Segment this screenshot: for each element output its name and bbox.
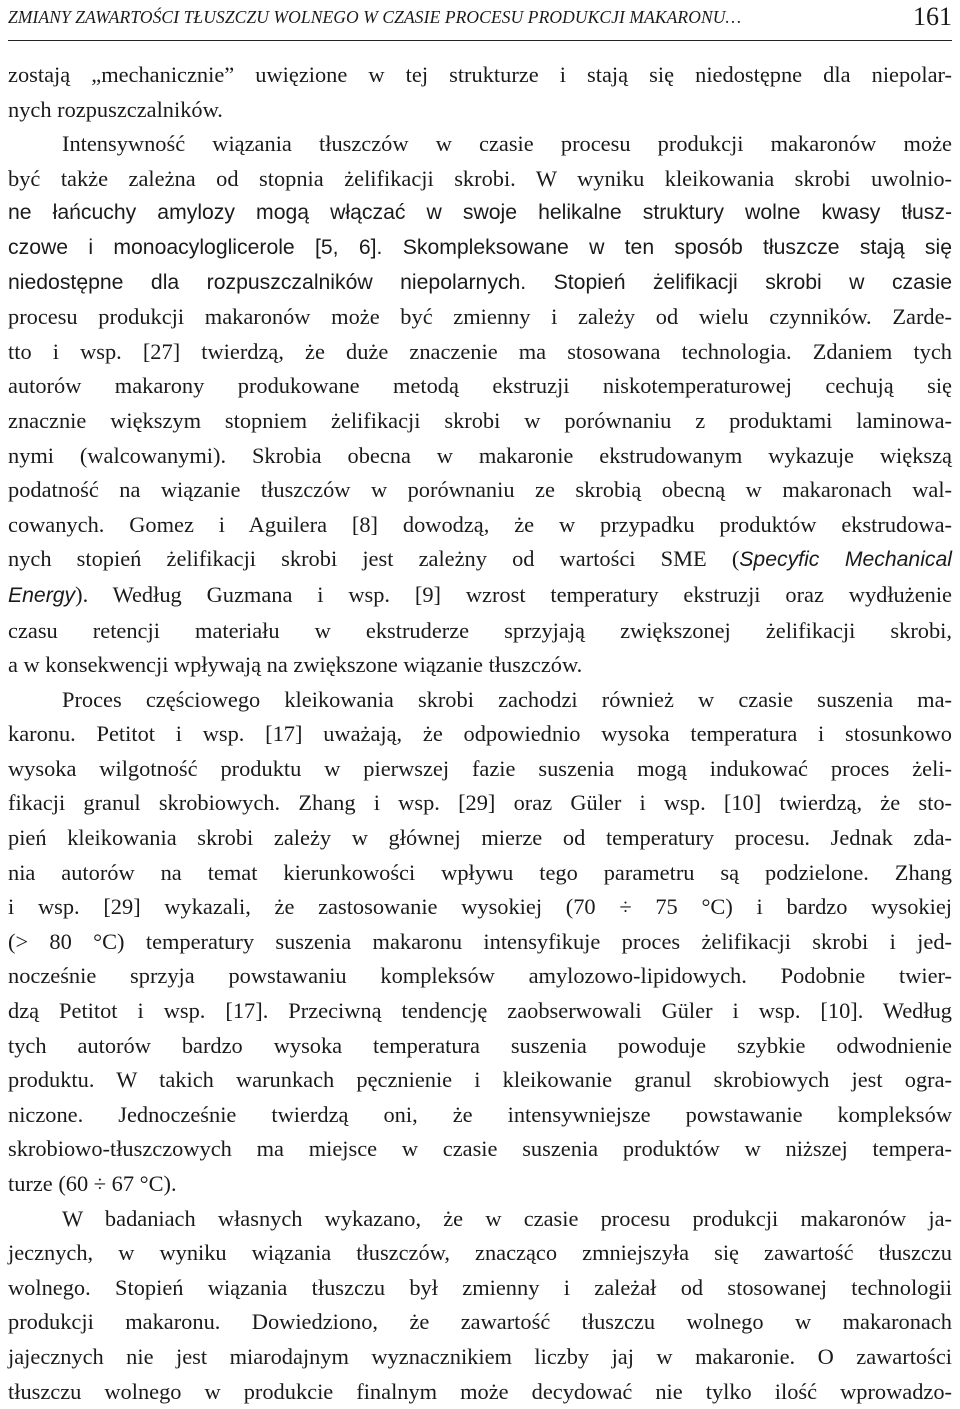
running-title: ZMIANY ZAWARTOŚCI TŁUSZCZU WOLNEGO W CZASIE PROCESU PRODUKCJI MAKARONU… [8,7,742,27]
text-line: wysoka wilgotność produktu w pierwszej fazie suszenia mogą indukować proces żeli- [8,755,952,781]
italic-term: Specyfic Mechanical [739,548,952,572]
body-text [8,58,952,1409]
text-line: czowe i monoacyloglicerole [5, 6]. Skompleksowane w ten sposób tłuszcze stają się [8,235,952,259]
text-line: niedostępne dla rozpuszczalników niepolarnych. Stopień żelifikacji skrobi w czasie [8,270,952,294]
text-line: produkcji makaronu. Dowiedziono, że zawartość tłuszczu wolnego w makaronach [8,1309,952,1335]
text-line: (> 80 °C) temperatury suszenia makaronu intensyfikuje proces żelifikacji skrobi i jed- [8,928,952,954]
text-line: jajecznych nie jest miarodajnym wyznacznikiem liczby jaj w makaronie. O zawartości [8,1343,952,1369]
text-line: ne łańcuchy amylozy mogą włączać w swoje helikalne struktury wolne kwasy tłusz- [8,201,952,225]
italic-term: Energy [8,583,76,607]
text-line: niczone. Jednocześnie twierdzą oni, że intensywniejsze powstawanie kompleksów [8,1101,952,1127]
paragraph-2 [8,127,952,683]
text-line: produktu. W takich warunkach pęcznienie i kleikowanie granul skrobiowych jest ogra- [8,1067,952,1093]
text-line: nia autorów na temat kierunkowości wpływu tego parametru są podzielone. Zhang [8,859,952,885]
text-line: tto i wsp. [27] twierdzą, że duże znaczenie ma stosowana technologia. Zdaniem tych [8,338,952,364]
text-line: procesu produkcji makaronów może być zmienny i zależy od wielu czynników. Zarde- [8,304,952,330]
text-line: dzą Petitot i wsp. [17]. Przeciwną tendencję zaobserwowali Güler i wsp. [10]. Według [8,998,952,1024]
text-line: i wsp. [29] wykazali, że zastosowanie wysokiej (70 ÷ 75 °C) i bardzo wysokiej [8,894,952,920]
text-line: czasu retencji materiału w ekstruderze sprzyjają zwiększonej żelifikacji skrobi, [8,617,952,643]
text-line: jecznych, w wyniku wiązania tłuszczów, znacząco zmniejszyła się zawartość tłuszczu [8,1240,952,1266]
page-number: 161 [913,2,952,31]
text-line: podatność na wiązanie tłuszczów w porównaniu ze skrobią obecną w makaronach wal- [8,477,952,503]
text-line: skrobiowo-tłuszczowych ma miejsce w czasie suszenia produktów w niższej tempera- [8,1136,952,1162]
text-line: autorów makarony produkowane metodą ekstruzji niskotemperaturowej cechują się [8,373,952,399]
text-line: tłuszczu wolnego w produkcie finalnym może decydować nie tylko ilość wprowadzo- [8,1378,952,1404]
text-line: zostają „mechanicznie” uwięzione w tej strukturze i stają się niedostępne dla niepolar- [8,62,952,87]
text-line: fikacji granul skrobiowych. Zhang i wsp. [29] oraz Güler i wsp. [10] twierdzą, że sto- [8,790,952,816]
text-line: Intensywność wiązania tłuszczów w czasie procesu produkcji makaronów może [62,131,952,157]
paragraph-1 [8,58,952,127]
text-line: Proces częściowego kleikowania skrobi zachodzi również w czasie suszenia ma- [62,686,952,712]
text-line: wolnego. Stopień wiązania tłuszczu był zmienny i zależał od stosowanej technologii [8,1274,952,1300]
text-line: nocześnie sprzyja powstawaniu kompleksów amylozowo-lipidowych. Podobnie twier- [8,963,952,989]
text-line: znacznie większym stopniem żelifikacji skrobi w porównaniu z produktami laminowa- [8,407,952,433]
text-line: tych autorów bardzo wysoka temperatura suszenia powoduje szybkie odwodnienie [8,1032,952,1058]
text-line: Energy). Według Guzmana i wsp. [9] wzrost temperatury ekstruzji oraz wydłużenie [8,581,952,607]
text-line: cowanych. Gomez i Aguilera [8] dowodzą, że w przypadku produktów ekstrudowa- [8,511,952,537]
paragraph-3 [8,683,952,1202]
text-line: nych stopień żelifikacji skrobi jest zależny od wartości SME (Specyfic Mechanical [8,546,952,572]
text-line: turze (60 ÷ 67 °C). [8,1171,177,1196]
running-header [8,0,952,41]
text-line: być także zależna od stopnia żelifikacji skrobi. W wyniku kleikowania skrobi uwolnio- [8,165,952,191]
text-line: karonu. Petitot i wsp. [17] uważają, że odpowiednio wysoka temperatura i stosunkowo [8,721,952,747]
paragraph-4 [8,1202,952,1409]
text-line: nymi (walcowanymi). Skrobia obecna w makaronie ekstrudowanym wykazuje większą [8,442,952,468]
text-line: a w konsekwencji wpływają na zwiększone wiązanie tłuszczów. [8,652,583,678]
text-line: W badaniach własnych wykazano, że w czasie procesu produkcji makaronów ja- [62,1205,952,1231]
text-line: pień kleikowania skrobi zależy w głównej mierze od temperatury procesu. Jednak zda- [8,825,952,851]
document-page [8,0,952,1409]
text-line: nych rozpuszczalników. [8,96,223,122]
